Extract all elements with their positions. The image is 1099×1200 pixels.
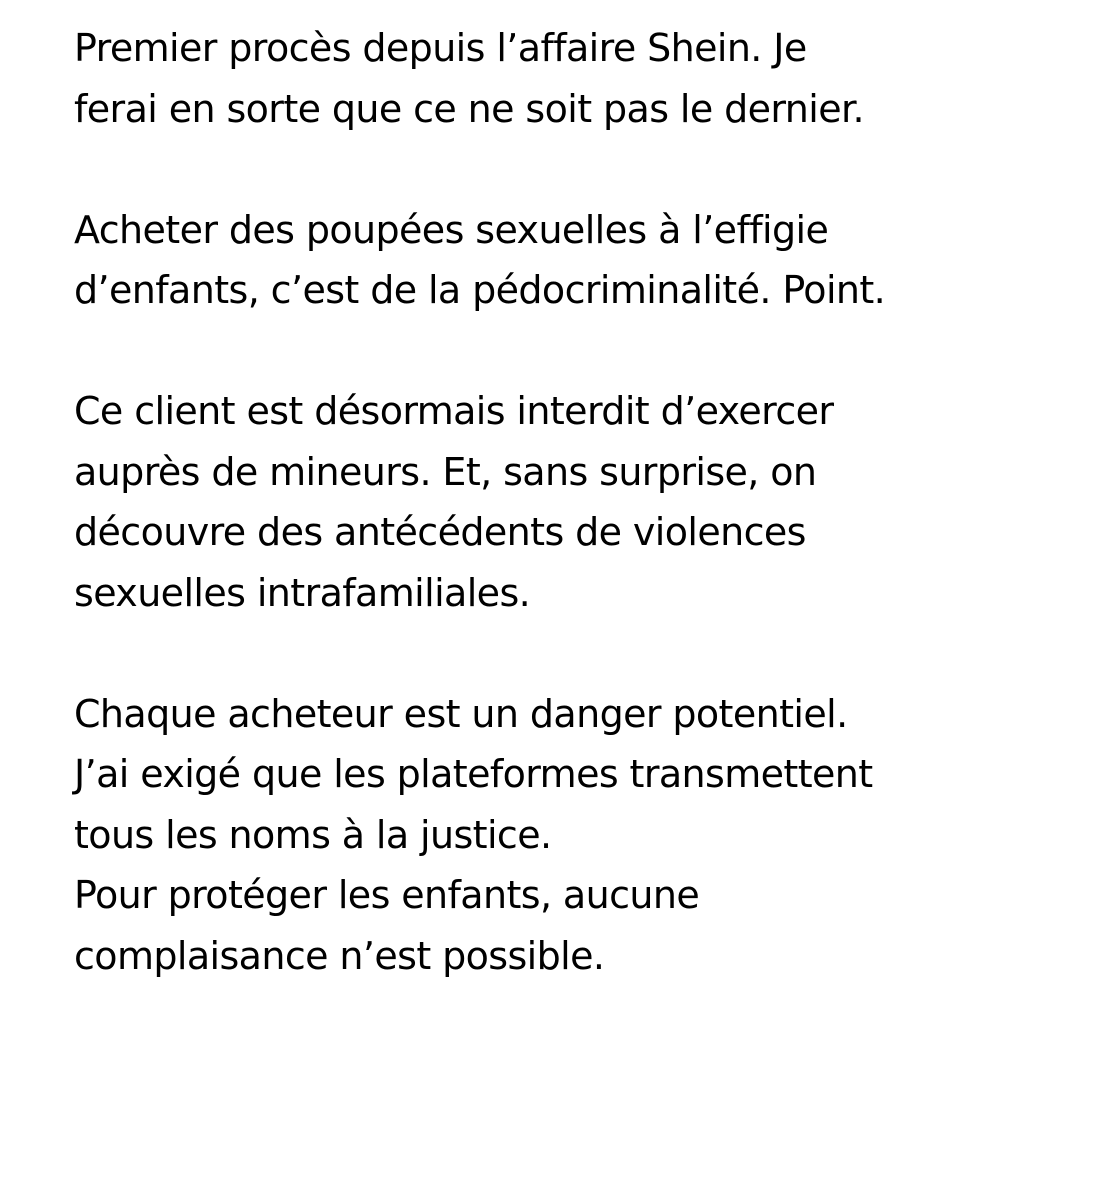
note-text <box>74 18 1084 986</box>
text-line: Pour protéger les enfants, aucune <box>74 873 700 917</box>
text-line: Premier procès depuis l’affaire Shein. Je <box>74 26 807 70</box>
text-line: Acheter des poupées sexuelles à l’effigie <box>74 207 829 252</box>
text-line: d’enfants, c’est de la pédocriminalité. Point. <box>74 268 886 312</box>
text-line: Chaque acheteur est un danger potentiel. <box>74 691 848 736</box>
paragraph-2 <box>74 200 1084 321</box>
text-line: Ce client est désormais interdit d’exercer <box>74 389 834 433</box>
text-line: sexuelles intrafamiliales. <box>74 570 531 615</box>
text-line: J’ai exigé que les plateformes transmettent <box>74 752 873 796</box>
text-line: complaisance n’est possible. <box>74 933 605 978</box>
text-line: auprès de mineurs. Et, sans surprise, on <box>74 449 817 494</box>
text-line: tous les noms à la justice. <box>74 812 552 857</box>
paragraph-3 <box>74 381 1084 623</box>
text-line: ferai en sorte que ce ne soit pas le dernier. <box>74 86 865 131</box>
text-line: découvre des antécédents de violences <box>74 510 806 554</box>
paragraph-1 <box>74 18 1084 139</box>
paragraph-4 <box>74 684 1084 987</box>
